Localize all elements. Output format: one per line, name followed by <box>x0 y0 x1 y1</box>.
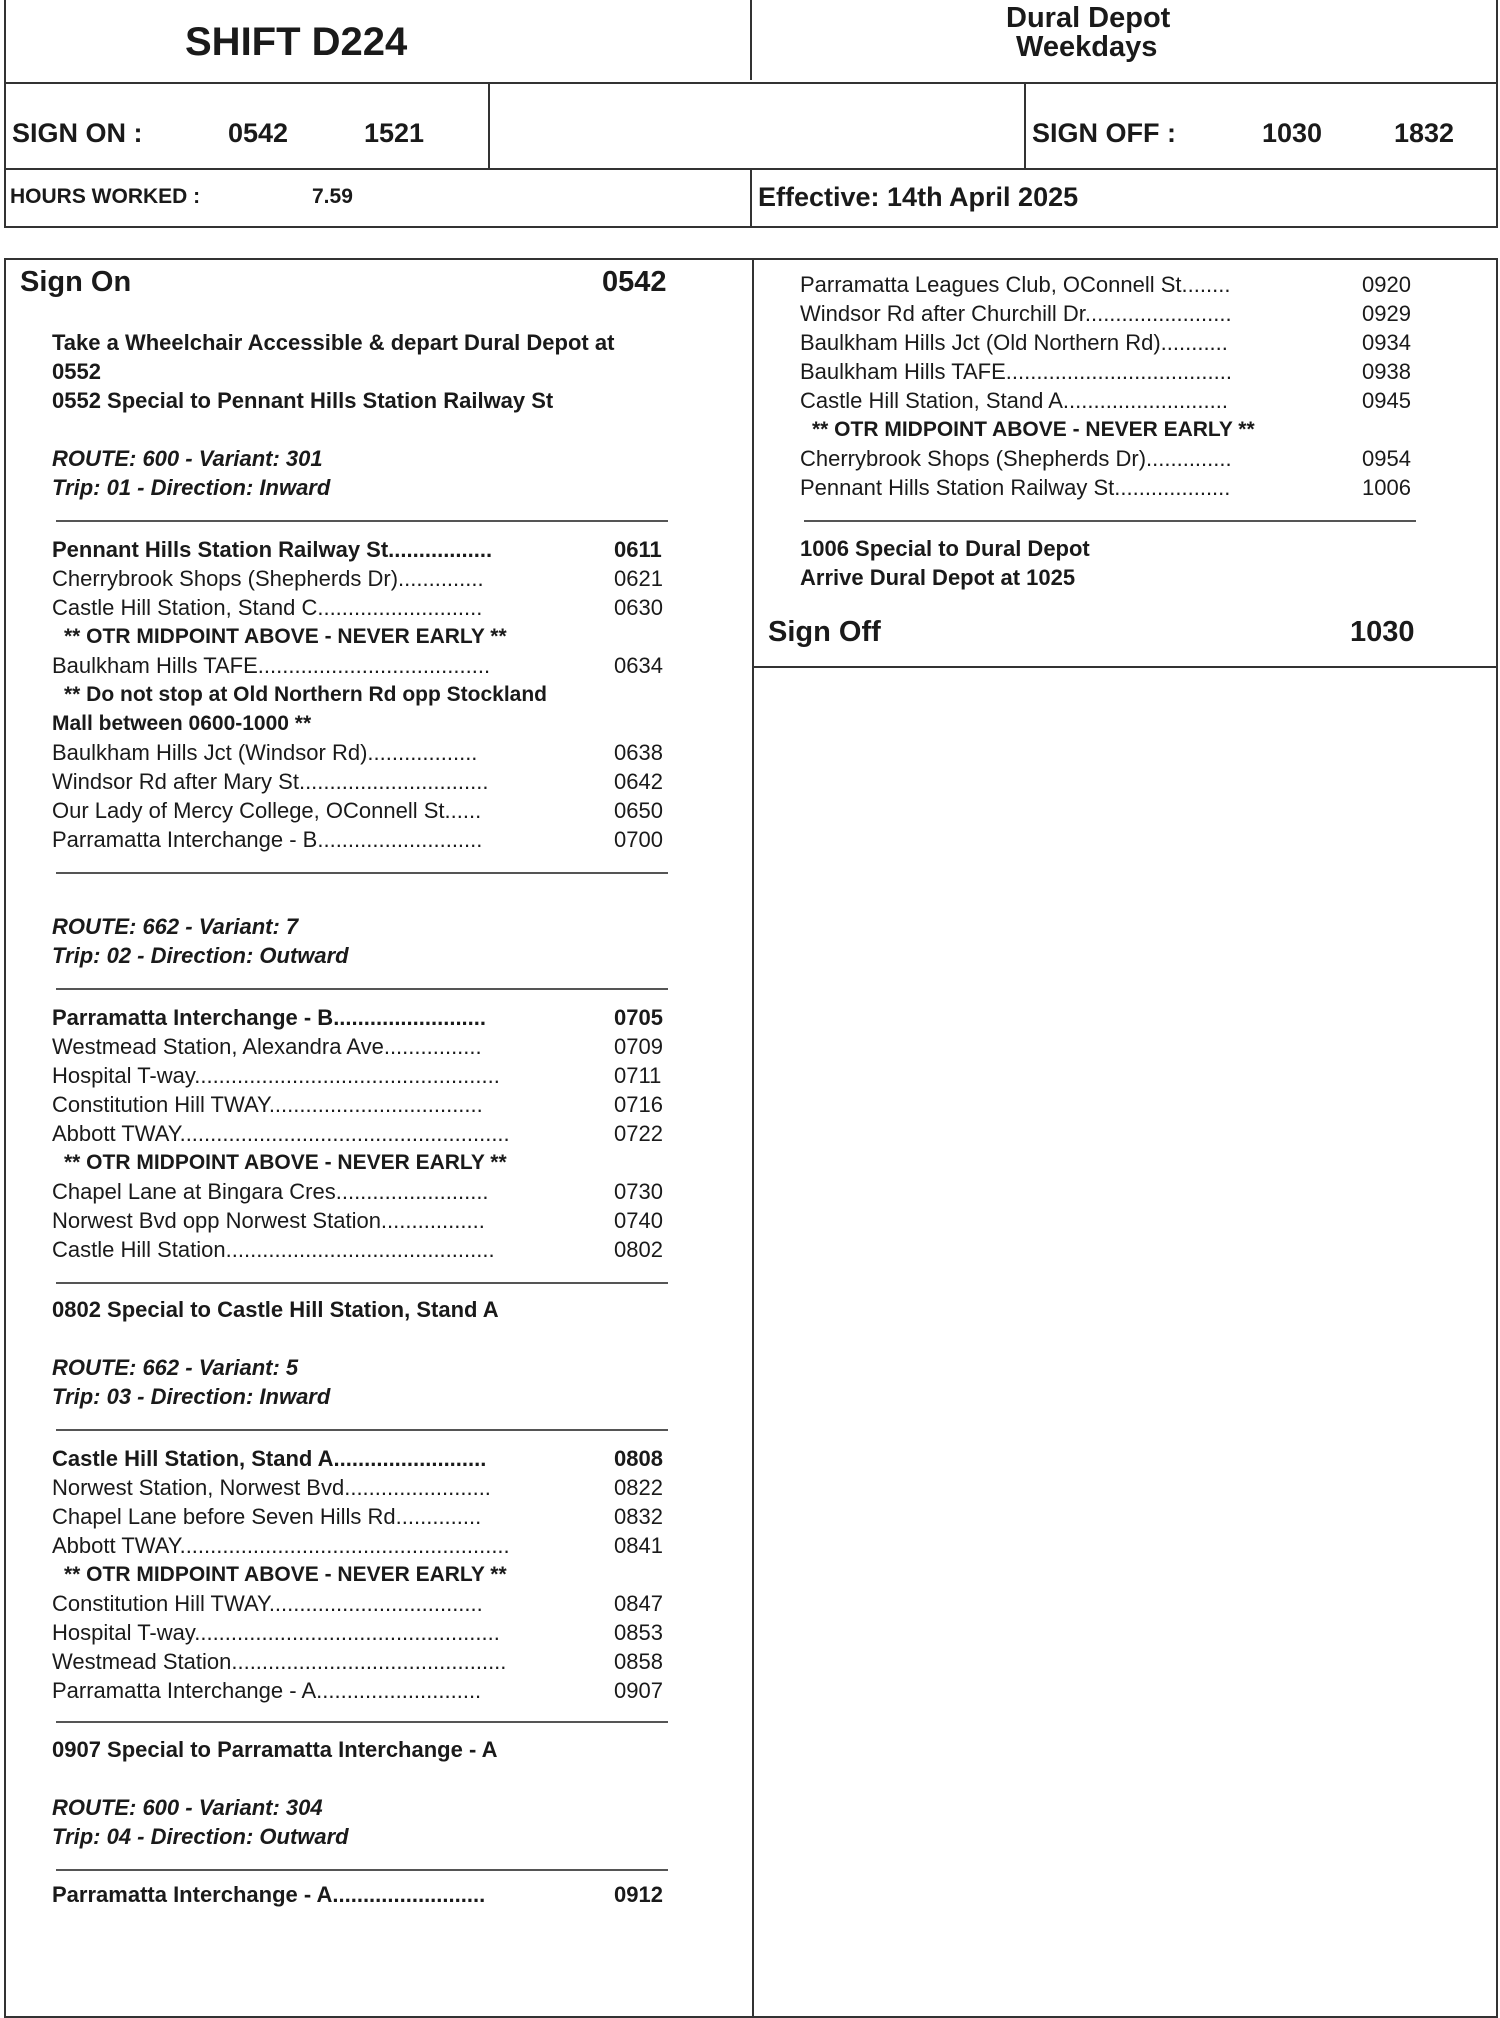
stop-name: Pennant Hills Station Railway St................... <box>800 475 1231 500</box>
sign-off-time-2: 1832 <box>1394 118 1455 148</box>
sign-off-time: 1030 <box>1350 616 1415 648</box>
stop-name: Castle Hill Station............................................ <box>52 1237 495 1262</box>
stop-time: 0907 <box>614 1678 663 1703</box>
stop-time: 0740 <box>614 1208 663 1233</box>
stop-time: 0634 <box>614 653 663 678</box>
shift-title: SHIFT D224 <box>185 20 408 64</box>
stop-name: Castle Hill Station, Stand A........................... <box>800 388 1228 413</box>
stop-time: 0700 <box>614 827 663 852</box>
stop-time: 0929 <box>1362 301 1411 326</box>
hours-worked-label: HOURS WORKED : <box>10 185 201 208</box>
stop-name: Parramatta Interchange - B........................... <box>52 827 483 852</box>
stop-name: Hospital T-way.................................................. <box>52 1620 500 1645</box>
stop-time: 0841 <box>614 1533 663 1558</box>
trip4-route: ROUTE: 600 - Variant: 304 <box>52 1795 323 1820</box>
stop-name: Westmead Station, Alexandra Ave................ <box>52 1034 482 1059</box>
stop-time: 0716 <box>614 1092 663 1117</box>
sign-off-heading: Sign Off <box>768 616 881 648</box>
stop-name: Castle Hill Station, Stand C........................... <box>52 595 483 620</box>
stop-name: Parramatta Interchange - B......................... <box>52 1005 487 1030</box>
effective-date: Effective: 14th April 2025 <box>758 182 1079 212</box>
intro-line-1: Take a Wheelchair Accessible & depart Dural Depot at <box>52 330 615 355</box>
trip3-special: 0907 Special to Parramatta Interchange - A <box>52 1737 498 1762</box>
stop-time: 0822 <box>614 1475 663 1500</box>
stop-time: 0858 <box>614 1649 663 1674</box>
sign-on-time-1: 0542 <box>228 118 289 148</box>
stop-name: Parramatta Interchange - A......................... <box>52 1882 486 1907</box>
trip2-special: 0802 Special to Castle Hill Station, Stand A <box>52 1297 499 1322</box>
otr-midpoint-note: ** OTR MIDPOINT ABOVE - NEVER EARLY ** <box>812 418 1255 441</box>
stop-name: Abbott TWAY...................................................... <box>52 1533 510 1558</box>
sign-on-heading: Sign On <box>20 266 132 298</box>
stop-time: 0847 <box>614 1591 663 1616</box>
stop-name: Abbott TWAY...................................................... <box>52 1121 510 1146</box>
stop-time: 0945 <box>1362 388 1411 413</box>
stop-time: 0853 <box>614 1620 663 1645</box>
otr-midpoint-note: ** OTR MIDPOINT ABOVE - NEVER EARLY ** <box>64 1563 507 1586</box>
trip4-timetable <box>52 1880 672 1920</box>
trip3-timetable <box>52 1444 672 1714</box>
stop-time: 0808 <box>614 1446 663 1471</box>
stop-name: Chapel Lane at Bingara Cres......................... <box>52 1179 489 1204</box>
trip3-trip: Trip: 03 - Direction: Inward <box>52 1384 331 1409</box>
arrive-depot: Arrive Dural Depot at 1025 <box>800 565 1076 590</box>
stop-name: Baulkham Hills Jct (Old Northern Rd)........... <box>800 330 1228 355</box>
sign-on-time-2: 1521 <box>364 118 425 148</box>
depot-name: Dural Depot <box>1006 2 1171 34</box>
stop-name: Baulkham Hills TAFE...................................... <box>52 653 491 678</box>
stop-time: 0650 <box>614 798 663 823</box>
stop-name: Hospital T-way.................................................. <box>52 1063 500 1088</box>
trip2-route: ROUTE: 662 - Variant: 7 <box>52 914 299 939</box>
stop-name: Windsor Rd after Churchill Dr........................ <box>800 301 1232 326</box>
stop-time: 0802 <box>614 1237 663 1262</box>
stop-time: 0630 <box>614 595 663 620</box>
stop-time: 0954 <box>1362 446 1411 471</box>
sign-off-time-1: 1030 <box>1262 118 1323 148</box>
stop-time: 0638 <box>614 740 663 765</box>
stop-name: Norwest Bvd opp Norwest Station................. <box>52 1208 485 1233</box>
stop-name: Castle Hill Station, Stand A......................... <box>52 1446 487 1471</box>
stop-time: 0642 <box>614 769 663 794</box>
stop-restriction-note: ** Do not stop at Old Northern Rd opp Stockland <box>64 683 547 706</box>
stop-name: Norwest Station, Norwest Bvd........................ <box>52 1475 491 1500</box>
stop-name: Westmead Station............................................. <box>52 1649 507 1674</box>
hours-worked-value: 7.59 <box>312 185 353 208</box>
stop-time: 0730 <box>614 1179 663 1204</box>
stop-name: Parramatta Leagues Club, OConnell St........ <box>800 272 1231 297</box>
otr-midpoint-note: ** OTR MIDPOINT ABOVE - NEVER EARLY ** <box>64 625 507 648</box>
stop-name: Constitution Hill TWAY................................... <box>52 1092 483 1117</box>
stop-name: Baulkham Hills Jct (Windsor Rd).................. <box>52 740 478 765</box>
trip4-trip: Trip: 04 - Direction: Outward <box>52 1824 349 1849</box>
depot-days: Weekdays <box>1016 31 1158 63</box>
stop-name: Baulkham Hills TAFE..................................... <box>800 359 1232 384</box>
stop-time: 0722 <box>614 1121 663 1146</box>
trip2-trip: Trip: 02 - Direction: Outward <box>52 943 349 968</box>
stop-time: 0711 <box>614 1063 662 1088</box>
stop-name: Constitution Hill TWAY................................... <box>52 1591 483 1616</box>
trip4-timetable-continued <box>800 270 1420 510</box>
return-special: 1006 Special to Dural Depot <box>800 536 1090 561</box>
stop-name: Cherrybrook Shops (Shepherds Dr).............. <box>800 446 1232 471</box>
stop-name: Parramatta Interchange - A........................... <box>52 1678 482 1703</box>
stop-name: Windsor Rd after Mary St............................... <box>52 769 489 794</box>
stop-time: 0621 <box>614 566 663 591</box>
stop-time: 1006 <box>1362 475 1411 500</box>
right-panel <box>752 258 1498 2018</box>
stop-time: 0920 <box>1362 272 1411 297</box>
sign-off-label: SIGN OFF : <box>1032 118 1176 148</box>
stop-name: Pennant Hills Station Railway St................. <box>52 537 493 562</box>
stop-restriction-note-cont: Mall between 0600-1000 ** <box>52 712 312 735</box>
stop-name: Cherrybrook Shops (Shepherds Dr).............. <box>52 566 484 591</box>
sign-on-time: 0542 <box>602 266 667 298</box>
trip2-timetable <box>52 1003 672 1273</box>
stop-time: 0705 <box>614 1005 663 1030</box>
stop-time: 0938 <box>1362 359 1411 384</box>
otr-midpoint-note: ** OTR MIDPOINT ABOVE - NEVER EARLY ** <box>64 1151 507 1174</box>
stop-time: 0912 <box>614 1882 663 1907</box>
stop-name: Our Lady of Mercy College, OConnell St...... <box>52 798 482 823</box>
stop-time: 0832 <box>614 1504 663 1529</box>
trip1-timetable <box>52 535 672 855</box>
stop-time: 0611 <box>614 537 662 562</box>
intro-line-3: 0552 Special to Pennant Hills Station Railway St <box>52 388 554 413</box>
trip3-route: ROUTE: 662 - Variant: 5 <box>52 1355 299 1380</box>
trip1-route: ROUTE: 600 - Variant: 301 <box>52 446 323 471</box>
stop-time: 0934 <box>1362 330 1411 355</box>
trip1-trip: Trip: 01 - Direction: Inward <box>52 475 331 500</box>
intro-line-2: 0552 <box>52 359 101 384</box>
stop-name: Chapel Lane before Seven Hills Rd.............. <box>52 1504 482 1529</box>
sign-on-label: SIGN ON : <box>12 118 143 148</box>
stop-time: 0709 <box>614 1034 663 1059</box>
